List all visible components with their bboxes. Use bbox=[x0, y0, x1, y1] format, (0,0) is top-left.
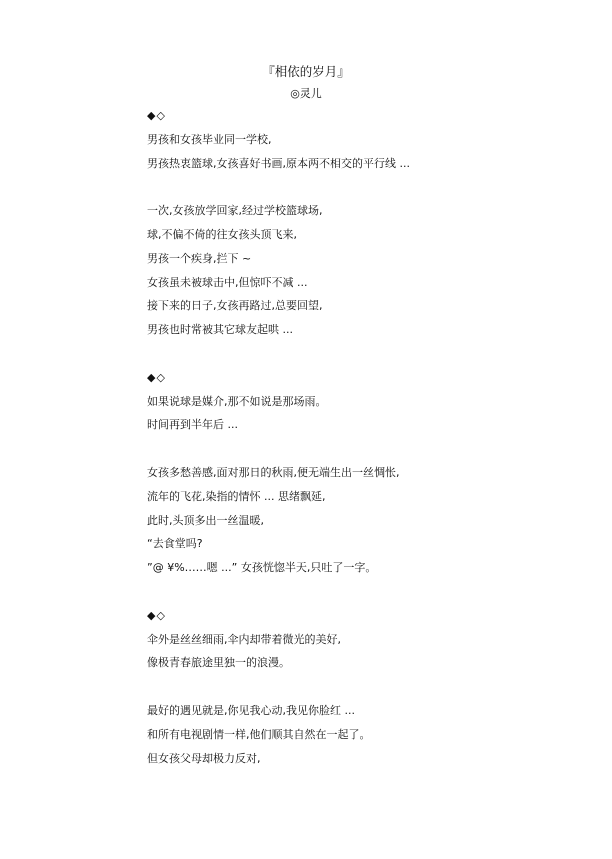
paragraph-line: 男孩和女孩毕业同一学校, bbox=[147, 132, 272, 146]
paragraph-line: “去食堂吗? bbox=[147, 537, 203, 551]
paragraph-line: 女孩多愁善感,面对那日的秋雨,便无端生出一丝惆怅, bbox=[147, 465, 400, 479]
paragraph-line: 像极青春旅途里独一的浪漫。 bbox=[147, 656, 290, 670]
blank-line bbox=[147, 675, 587, 699]
paragraph-line: 男孩一个疾身,拦下 ~ bbox=[147, 251, 252, 265]
blank-line bbox=[147, 437, 587, 461]
section-divider: ◆◇ bbox=[147, 608, 166, 622]
paragraph-line: 男孩也时常被其它球友起哄 ... bbox=[147, 323, 293, 337]
paragraph-line: 男孩热衷篮球,女孩喜好书画,原本两不相交的平行线 ... bbox=[147, 156, 410, 170]
paragraph-line: 女孩虽未被球击中,但惊吓不减 ... bbox=[147, 275, 308, 289]
paragraph-line: ”@ ¥%……嗯 ...” 女孩恍惚半天,只吐了一字。 bbox=[147, 561, 377, 575]
paragraph-line: 和所有电视剧情一样,他们顺其自然在一起了。 bbox=[147, 727, 371, 741]
paragraph-line: 如果说球是媒介,那不如说是那场雨。 bbox=[147, 394, 327, 408]
document-title: 『相依的岁月』 bbox=[262, 64, 350, 79]
paragraph-line: 球,不偏不倚的往女孩头顶飞来, bbox=[147, 227, 297, 241]
paragraph-line: 时间再到半年后 ... bbox=[147, 418, 238, 432]
paragraph-line: 接下来的日子,女孩再路过,总要回望, bbox=[147, 299, 323, 313]
document-author: ◎灵儿 bbox=[290, 87, 322, 100]
document-body bbox=[147, 104, 587, 770]
paragraph-line: 最好的遇见就是,你见我心动,我见你脸红 ... bbox=[147, 703, 355, 717]
paragraph-line: 此时,头顶多出一丝温暖, bbox=[147, 513, 264, 527]
paragraph-line: 一次,女孩放学回家,经过学校篮球场, bbox=[147, 204, 323, 218]
paragraph-line: 但女孩父母却极力反对, bbox=[147, 751, 261, 765]
paragraph-line: 流年的飞花,染指的情怀 ... 思绪飘延, bbox=[147, 489, 326, 503]
section-divider: ◆◇ bbox=[147, 370, 166, 384]
blank-line bbox=[147, 342, 587, 366]
paragraph-line: 伞外是丝丝细雨,伞内却带着微光的美好, bbox=[147, 632, 341, 646]
blank-line bbox=[147, 175, 587, 199]
section-divider: ◆◇ bbox=[147, 109, 166, 122]
blank-line bbox=[147, 580, 587, 604]
